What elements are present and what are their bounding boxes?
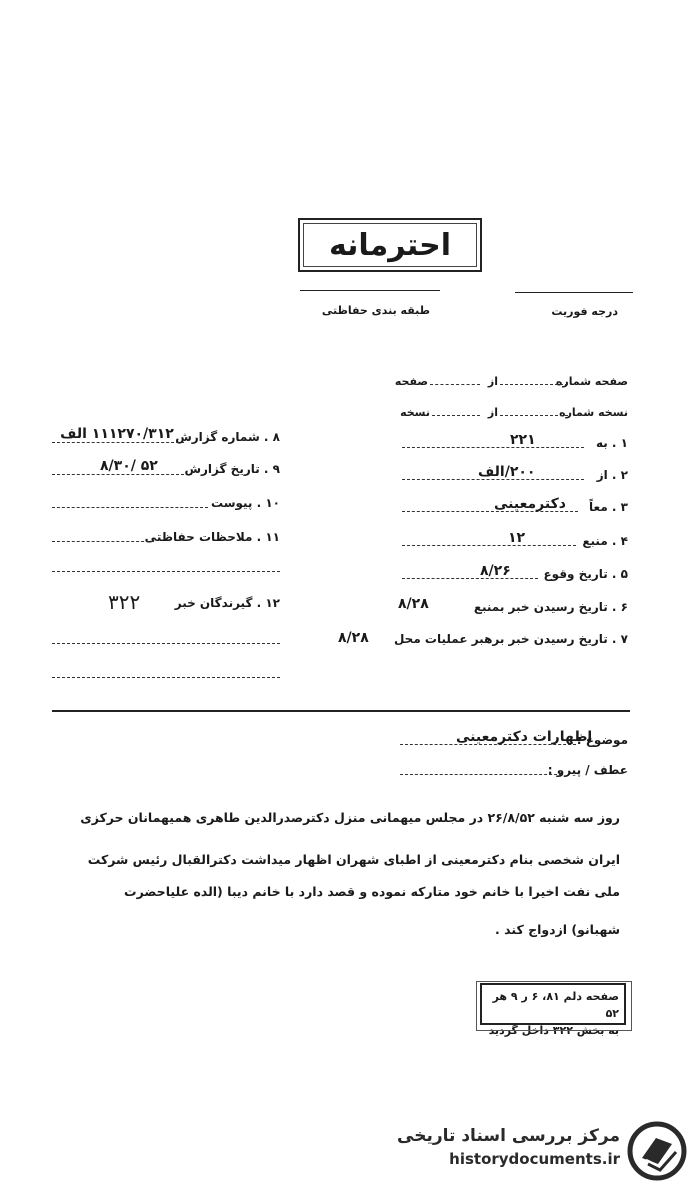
classification-underline (300, 290, 440, 291)
section-divider (52, 710, 630, 712)
copy-number-label: نسخه شماره (559, 406, 628, 419)
subject-label: موضوع : (576, 733, 628, 747)
field-operations-received-label: ۷ . تاریخ رسیدن خبر برهبر عملیات محل (393, 632, 628, 646)
registration-stamp-line2: به بخش ۳۲۲ داخل گردید (488, 1024, 619, 1037)
recipients-value: ۳۲۲ (108, 590, 141, 614)
body-line: ایران شخصی بنام دکترمعینی از اطبای شهران اظهار میداشت دکترالقبال رئیس شرکت (87, 852, 620, 867)
archive-logo-icon (626, 1120, 688, 1182)
recipients-label: ۱۲ . گیرندگان خبر (174, 596, 280, 610)
field-from-value: ۲۰۰/الف (478, 464, 536, 480)
body-line: شهبانو) ازدواج کند . (495, 922, 620, 937)
page-of-label: از (487, 375, 498, 388)
field-source-received-label: ۶ . تاریخ رسیدن خبر بمنبع (473, 600, 628, 614)
security-notes-label: ۱۱ . ملاحظات حفاظتی (144, 530, 280, 544)
archive-url: historydocuments.ir (449, 1150, 620, 1168)
attachment-label: ۱۰ . پیوست (210, 496, 280, 510)
priority-label: درجه فوریت (551, 305, 618, 318)
reference-label: عطف / پیرو : (547, 763, 628, 777)
field-from-label: ۲ . از (596, 468, 628, 482)
archive-title: مرکز بررسی اسناد تاریخی (397, 1126, 620, 1146)
copy-of-label: از (487, 406, 498, 419)
page-total-label: صفحه (394, 375, 428, 388)
priority-underline (515, 292, 633, 293)
field-source-value: ۱۲ (508, 530, 526, 546)
page-number-label: صفحه شماره (555, 375, 628, 388)
field-cc-label: ۳ . معاً (589, 500, 628, 514)
field-cc-value: دکترمعینی (494, 496, 566, 512)
field-occurrence-date-label: ۵ . تاریخ وقوع (543, 567, 628, 581)
field-source-received-value: ۸/۲۸ (398, 596, 429, 612)
field-occurrence-date-value: ۸/۲۶ (480, 563, 511, 579)
field-to-value: ۲۲۱ (510, 432, 536, 448)
report-number-label: ۸ . شماره گزارش (175, 430, 280, 444)
body-line: ملی نفت اخیرا با خانم خود متارکه نموده و قصد دارد با خانم دیبا (الده علیاحضرت (124, 884, 620, 899)
field-source-label: ۴ . منبع (582, 534, 628, 548)
subject-value: اظهارات دکترمعینی (456, 729, 593, 745)
registration-stamp (480, 983, 626, 1037)
copy-total-label: نسخه (400, 406, 430, 419)
field-to-label: ۱ . به (595, 436, 628, 450)
classification-label: طبقه بندی حفاظتی (321, 304, 430, 317)
field-operations-received-value: ۸/۲۸ (338, 630, 369, 646)
classification-stamp: احترمانه (298, 218, 482, 272)
report-date-label: ۹ . تاریخ گزارش (184, 462, 280, 476)
body-line: روز سه شنبه ۲۶/۸/۵۲ در مجلس میهمانی منزل دکترصدرالدین طاهری همیهمانان حرکزی (80, 810, 620, 825)
report-number-value: ۱۱۱۲۷۰/۳۱۲ الف (60, 426, 174, 442)
registration-stamp-line1: صفحه دلم ۸۱، ۶ ر ۹ هر ۵۲ (492, 990, 619, 1020)
report-date-value: ۸/۳۰/ ۵۲ (100, 458, 158, 474)
